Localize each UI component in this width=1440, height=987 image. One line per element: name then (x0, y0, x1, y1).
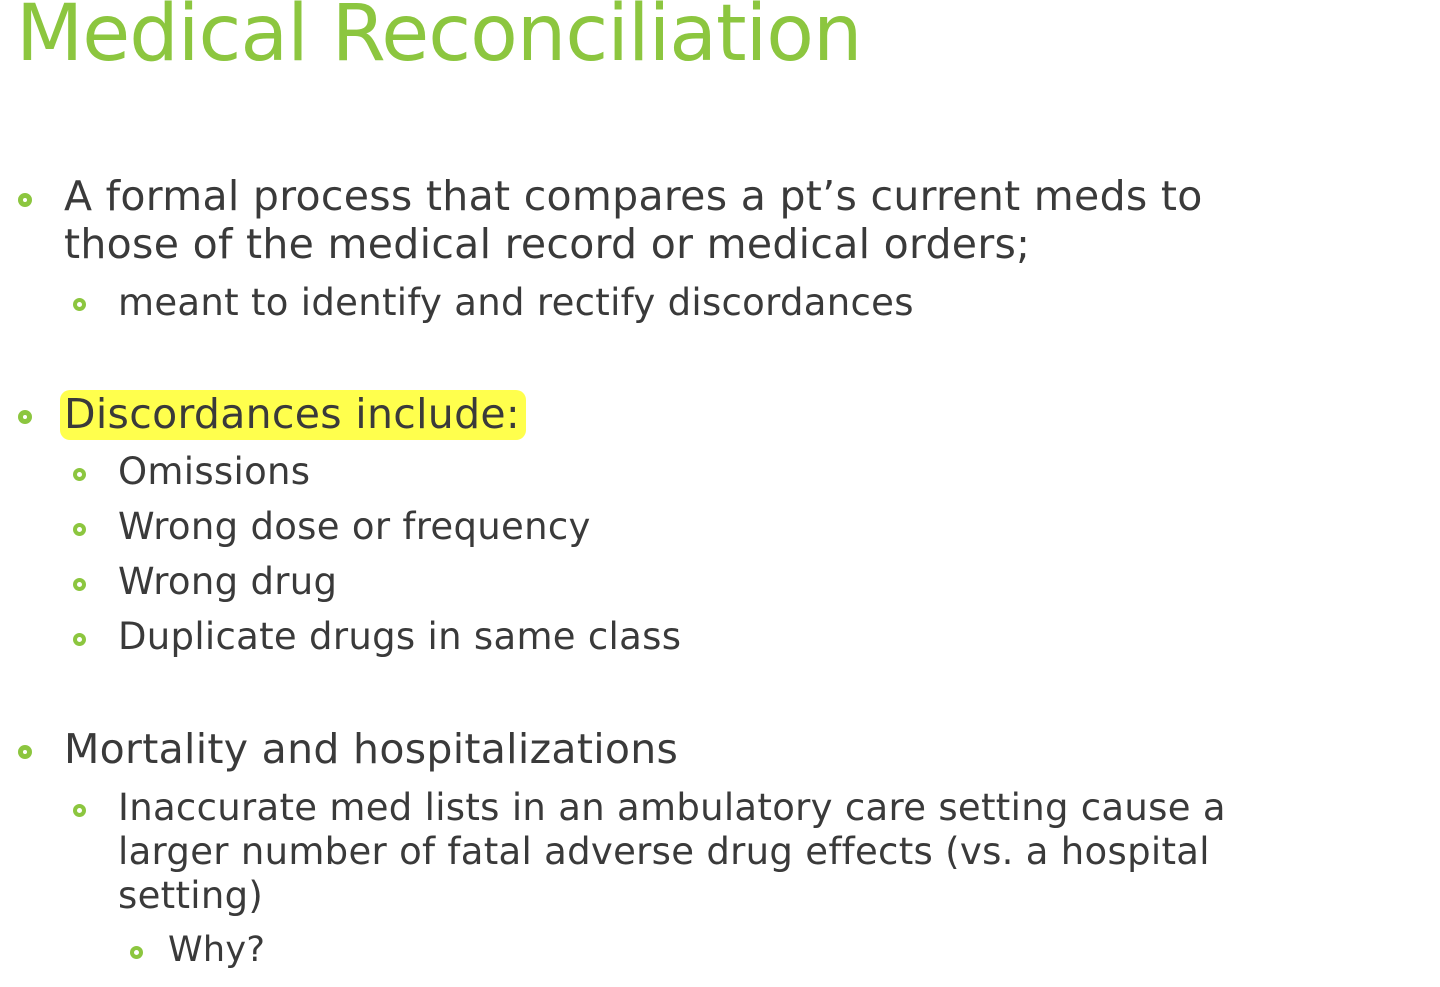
sub-bullet-text-omissions: Omissions (118, 450, 311, 493)
sub-bullet-text-wrong-drug: Wrong drug (118, 560, 338, 603)
bullet-icon (73, 578, 86, 591)
sub-sub-bullet-text-why: Why? (168, 930, 266, 970)
sub-bullet-text-wrong-dose: Wrong dose or frequency (118, 505, 591, 548)
bullet-icon (130, 946, 143, 959)
sub-bullet-text-inaccurate-line1: Inaccurate med lists in an ambulatory care setting cause a (118, 786, 1226, 829)
bullet-text-process-line1: A formal process that compares a pt’s current meds to (64, 172, 1203, 220)
sub-bullet-text-identify: meant to identify and rectify discordances (118, 281, 914, 324)
bullet-icon (73, 298, 86, 311)
slide-title: Medical Reconciliation (16, 0, 862, 79)
bullet-icon (18, 193, 32, 207)
highlighted-heading: Discordances include: (60, 390, 526, 440)
bullet-icon (18, 745, 32, 759)
sub-bullet-text-inaccurate-line3: setting) (118, 874, 264, 917)
bullet-icon (73, 468, 86, 481)
bullet-icon (18, 410, 32, 424)
bullet-text-mortality: Mortality and hospitalizations (64, 725, 679, 773)
bullet-text-discordances (64, 390, 526, 438)
bullet-text-process-line2: those of the medical record or medical orders; (64, 220, 1031, 268)
bullet-icon (73, 804, 86, 817)
bullet-icon (73, 633, 86, 646)
sub-bullet-text-duplicate: Duplicate drugs in same class (118, 615, 682, 658)
bullet-icon (73, 523, 86, 536)
sub-bullet-text-inaccurate-line2: larger number of fatal adverse drug effects (vs. a hospital (118, 830, 1210, 873)
